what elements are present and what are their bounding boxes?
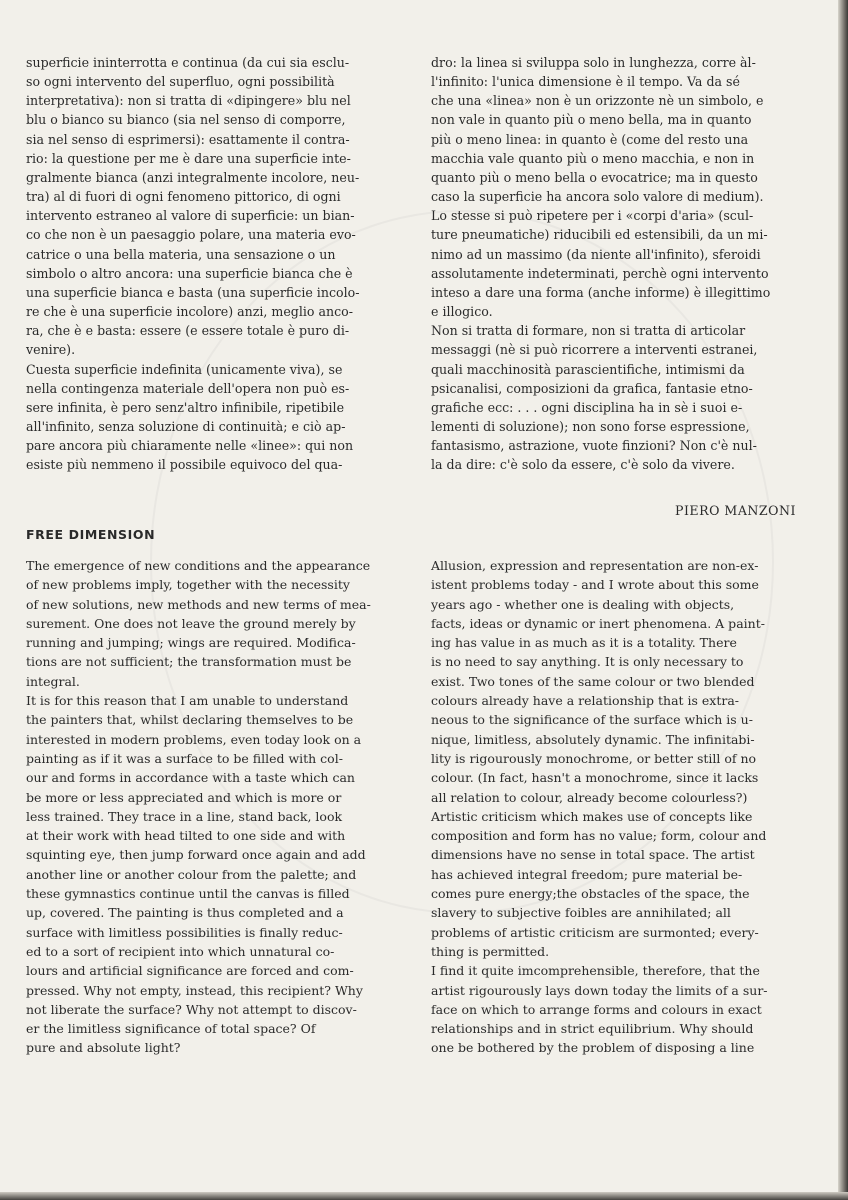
text-line: una superficie bianca e basta (una superficie incolo- xyxy=(26,284,360,300)
text-line: Non si tratta di formare, non si tratta di articolar xyxy=(431,323,746,339)
section-heading: FREE DIMENSION xyxy=(26,527,156,542)
text-line: rio: la questione per me è dare una superficie inte- xyxy=(26,150,351,166)
text-line: Artistic criticism which makes use of concepts like xyxy=(431,808,753,824)
text-line: e illogico. xyxy=(431,304,493,320)
text-line: più o meno linea: in quanto è (come del resto una xyxy=(431,131,749,147)
text-line: inteso a dare una forma (anche informe) è illegittimo xyxy=(431,284,771,300)
text-line: face on which to arrange forms and colours in exact xyxy=(431,1001,762,1017)
text-line: facts, ideas or dynamic or inert phenomena. A paint- xyxy=(431,615,765,631)
text-line: problems of artistic criticism are surmonted; every- xyxy=(431,924,759,940)
text-line: er the limitless significance of total space? Of xyxy=(26,1021,316,1037)
text-line: I find it quite imcomprehensible, therefore, that the xyxy=(431,963,760,979)
text-line: surface with limitless possibilities is finally reduc- xyxy=(26,924,343,940)
text-line: The emergence of new conditions and the appearance xyxy=(26,558,371,573)
text-line: pure and absolute light? xyxy=(26,1040,181,1056)
text-line: quali macchinosità parascientifiche, intimismi da xyxy=(431,361,745,377)
text-line: thing is permitted. xyxy=(431,943,550,959)
text-line: sere infinita, è pero senz'altro infinibile, ripetibile xyxy=(26,399,345,415)
text-line: comes pure energy;the obstacles of the space, the xyxy=(431,886,750,902)
italian-text-column-left xyxy=(26,53,396,474)
text-line: intervento estraneo al valore di superficie: un bian- xyxy=(26,208,355,224)
text-line: lementi di soluzione); non sono forse espressione, xyxy=(431,418,750,434)
text-line: one be bothered by the problem of disposing a line xyxy=(431,1040,755,1056)
text-line: has achieved integral freedom; pure material be- xyxy=(431,866,743,882)
text-line: ing has value in as much as it is a totality. There xyxy=(431,635,737,651)
text-line: neous to the significance of the surface which is u- xyxy=(431,712,753,728)
text-line: the painters that, whilst declaring themselves to be xyxy=(26,712,354,728)
text-line: is no need to say anything. It is only necessary to xyxy=(431,654,744,670)
text-line: pare ancora più chiaramente nelle «linee»: qui non xyxy=(26,438,354,454)
text-line: istent problems today - and I wrote about this some xyxy=(431,577,759,593)
text-line: che una «linea» non è un orizzonte nè un simbolo, e xyxy=(431,93,764,109)
text-line: so ogni intervento del superfluo, ogni possibilità xyxy=(26,74,335,90)
text-line: at their work with head tilted to one side and with xyxy=(26,828,346,844)
text-line: tra) al di fuori di ogni fenomeno pittorico, di ogni xyxy=(26,189,341,205)
text-line: fantasismo, astrazione, vuote finzioni? Non c'è nul- xyxy=(431,438,757,454)
text-line: nique, limitless, absolutely dynamic. The infinitabi- xyxy=(431,731,755,747)
text-line: interpretativa): non si tratta di «dipingere» blu nel xyxy=(26,93,351,109)
text-line: all relation to colour, already become colourless?) xyxy=(431,789,748,805)
text-line: ture pneumatiche) riducibili ed estensibili, da un mi- xyxy=(431,227,768,243)
text-line: relationships and in strict equilibrium. Why should xyxy=(431,1021,754,1037)
text-line: less trained. They trace in a line, stand back, look xyxy=(26,808,343,824)
text-line: up, covered. The painting is thus completed and a xyxy=(26,905,344,921)
text-line: psicanalisi, composizioni da grafica, fantasie etno- xyxy=(431,380,753,396)
text-line: squinting eye, then jump forward once again and add xyxy=(26,847,366,863)
text-line: grafiche ecc: . . . ogni disciplina ha in sè i suoi e- xyxy=(431,399,743,415)
text-line: integral. xyxy=(26,673,80,689)
text-line: nimo ad un massimo (da niente all'infinito), sferoidi xyxy=(431,246,761,262)
text-line: be more or less appreciated and which is more or xyxy=(26,789,342,805)
text-line: ed to a sort of recipient into which unnatural co- xyxy=(26,943,335,959)
text-line: nella contingenza materiale dell'opera non può es- xyxy=(26,380,350,396)
text-line: dro: la linea si sviluppa solo in lunghezza, corre àl- xyxy=(431,55,756,70)
text-line: of new problems imply, together with the necessity xyxy=(26,577,350,593)
text-line: artist rigourously lays down today the limits of a sur- xyxy=(431,982,768,998)
text-line: exist. Two tones of the same colour or two blended xyxy=(431,673,755,689)
text-line: catrice o una bella materia, una sensazione o un xyxy=(26,246,336,262)
text-line: Cuesta superficie indefinita (unicamente viva), se xyxy=(26,361,343,377)
text-line: non vale in quanto più o meno bella, ma in quanto xyxy=(431,112,752,128)
text-line: painting as if it was a surface to be filled with col- xyxy=(26,750,343,766)
text-line: ra, che è e basta: essere (e essere totale è puro di- xyxy=(26,323,350,339)
text-line: colour. (In fact, hasn't a monochrome, since it lacks xyxy=(431,770,759,786)
text-line: lity is rigourously monochrome, or better still of no xyxy=(431,750,757,766)
text-line: Lo stesse si può ripetere per i «corpi d'aria» (scul- xyxy=(431,208,754,224)
text-line: pressed. Why not empty, instead, this recipient? Why xyxy=(26,982,363,998)
text-line: la da dire: c'è solo da essere, c'è solo da vivere. xyxy=(431,457,735,473)
text-line: caso la superficie ha ancora solo valore di medium). xyxy=(431,189,764,205)
text-line: l'infinito: l'unica dimensione è il tempo. Va da sé xyxy=(431,74,740,90)
text-line: dimensions have no sense in total space. The artist xyxy=(431,847,755,863)
text-line: another line or another colour from the palette; and xyxy=(26,866,357,882)
text-line: colours already have a relationship that is extra- xyxy=(431,693,740,709)
text-line: sia nel senso di esprimersi): esattamente il contra- xyxy=(26,131,350,147)
text-line: composition and form has no value; form, colour and xyxy=(431,828,767,844)
page-edge-bottom xyxy=(0,1192,848,1200)
text-line: running and jumping; wings are required. Modifica- xyxy=(26,635,356,651)
text-line: Allusion, expression and representation are non-ex- xyxy=(431,558,759,573)
text-line: tions are not sufficient; the transformation must be xyxy=(26,654,352,670)
text-line: slavery to subjective foibles are annihilated; all xyxy=(431,905,731,921)
text-line: co che non è un paesaggio polare, una materia evo- xyxy=(26,227,356,243)
text-line: these gymnastics continue until the canvas is filled xyxy=(26,886,350,902)
text-line: esiste più nemmeno il possibile equivoco del qua- xyxy=(26,457,343,473)
text-line: superficie ininterrotta e continua (da cui sia esclu- xyxy=(26,55,350,70)
text-line: surement. One does not leave the ground merely by xyxy=(26,615,356,631)
text-line: not liberate the surface? Why not attempt to discov- xyxy=(26,1001,357,1017)
text-line: years ago - whether one is dealing with objects, xyxy=(431,596,735,612)
page-edge-shadow xyxy=(838,0,848,1200)
text-line: all'infinito, senza soluzione di continuità; e ciò ap- xyxy=(26,418,346,434)
text-line: blu o bianco su bianco (sia nel senso di comporre, xyxy=(26,112,346,128)
author-signature: PIERO MANZONI xyxy=(674,503,796,518)
text-line: venire). xyxy=(26,342,76,358)
text-line: of new solutions, new methods and new terms of mea- xyxy=(26,596,371,612)
english-text-column-right xyxy=(431,556,803,1058)
text-line: our and forms in accordance with a taste which can xyxy=(26,770,355,786)
text-line: simbolo o altro ancora: una superficie bianca che è xyxy=(26,265,353,281)
text-line: re che è una superficie incolore) anzi, meglio anco- xyxy=(26,304,354,320)
text-line: lours and artificial significance are forced and com- xyxy=(26,963,354,979)
english-text-column-left xyxy=(26,556,396,1058)
text-line: assolutamente indeterminati, perchè ogni intervento xyxy=(431,265,769,281)
italian-text-column-right xyxy=(431,53,803,474)
text-line: messaggi (nè si può ricorrere a interventi estranei, xyxy=(431,342,758,358)
text-line: quanto più o meno bella o evocatrice; ma in questo xyxy=(431,169,758,185)
text-line: interested in modern problems, even today look on a xyxy=(26,731,362,747)
text-line: macchia vale quanto più o meno macchia, e non in xyxy=(431,150,755,166)
text-line: gralmente bianca (anzi integralmente incolore, neu- xyxy=(26,169,360,185)
text-line: It is for this reason that I am unable to understand xyxy=(26,693,349,709)
